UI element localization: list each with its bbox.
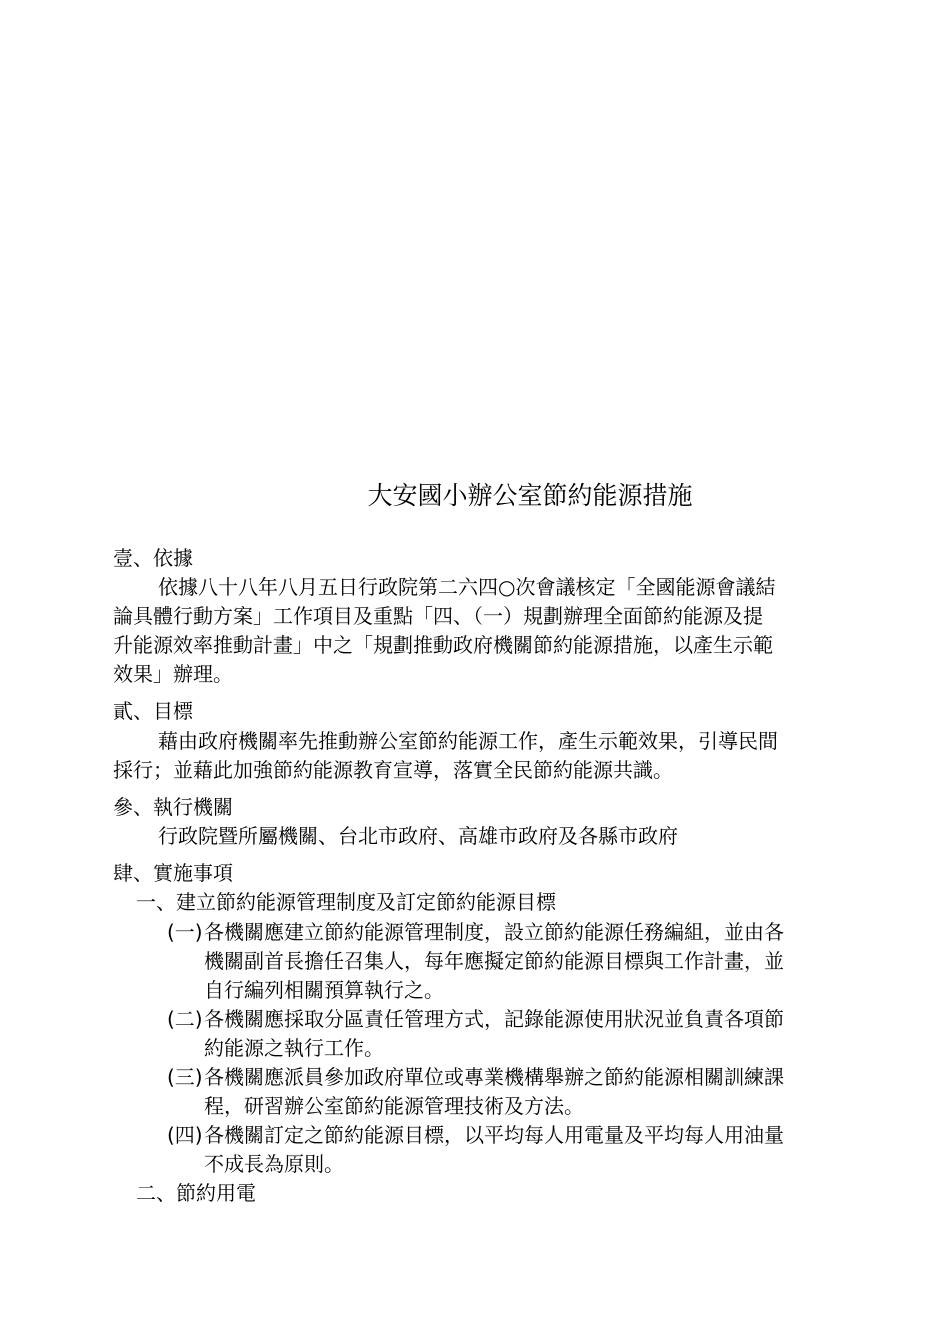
goal-paragraph-line: 藉由政府機關率先推動辦公室節約能源工作，產生示範效果，引導民間 — [158, 729, 778, 753]
basis-paragraph-line: 升能源效率推動計畫」中之「規劃推動政府機關節約能源措施，以產生示範 — [113, 633, 773, 657]
item-text-line: 不成長為原則。 — [204, 1152, 344, 1176]
section-heading-items: 肆、實施事項 — [113, 861, 233, 885]
item-text-line: 各機關訂定之節約能源目標，以平均每人用電量及平均每人用油量 — [204, 1123, 784, 1147]
item-text-line: 自行編列相關預算執行之。 — [204, 978, 444, 1002]
item-number: (一) — [167, 920, 203, 944]
subsection-heading: 二、節約用電 — [136, 1181, 256, 1205]
agency-paragraph-line: 行政院暨所屬機關、台北市政府、高雄市政府及各縣市政府 — [158, 824, 678, 848]
subsection-heading: 一、建立節約能源管理制度及訂定節約能源目標 — [136, 890, 556, 914]
item-number: (四) — [167, 1123, 203, 1147]
item-text-line: 各機關應採取分區責任管理方式，記錄能源使用狀況並負責各項節 — [204, 1007, 784, 1031]
basis-paragraph-line: 依據八十八年八月五日行政院第二六四○次會議核定「全國能源會議結 — [158, 575, 776, 599]
section-heading-agency: 參、執行機關 — [113, 795, 233, 819]
item-text-line: 約能源之執行工作。 — [204, 1036, 384, 1060]
goal-paragraph-line: 採行；並藉此加強節約能源教育宣導，落實全民節約能源共識。 — [113, 758, 673, 782]
section-heading-goal: 貳、目標 — [113, 699, 193, 723]
basis-paragraph-line: 效果」辦理。 — [113, 662, 233, 686]
item-number: (三) — [167, 1065, 203, 1089]
item-number: (二) — [167, 1007, 203, 1031]
item-text-line: 機關副首長擔任召集人，每年應擬定節約能源目標與工作計畫，並 — [204, 949, 784, 973]
section-heading-basis: 壹、依據 — [113, 546, 193, 570]
item-text-line: 程，研習辦公室節約能源管理技術及方法。 — [204, 1094, 584, 1118]
item-text-line: 各機關應派員參加政府單位或專業機構舉辦之節約能源相關訓練課 — [204, 1065, 784, 1089]
basis-paragraph-line: 論具體行動方案」工作項目及重點「四、（一）規劃辦理全面節約能源及提 — [113, 604, 763, 628]
page-title: 大安國小辦公室節約能源措施 — [367, 481, 693, 510]
item-text-line: 各機關應建立節約能源管理制度，設立節約能源任務編組，並由各 — [204, 920, 784, 944]
